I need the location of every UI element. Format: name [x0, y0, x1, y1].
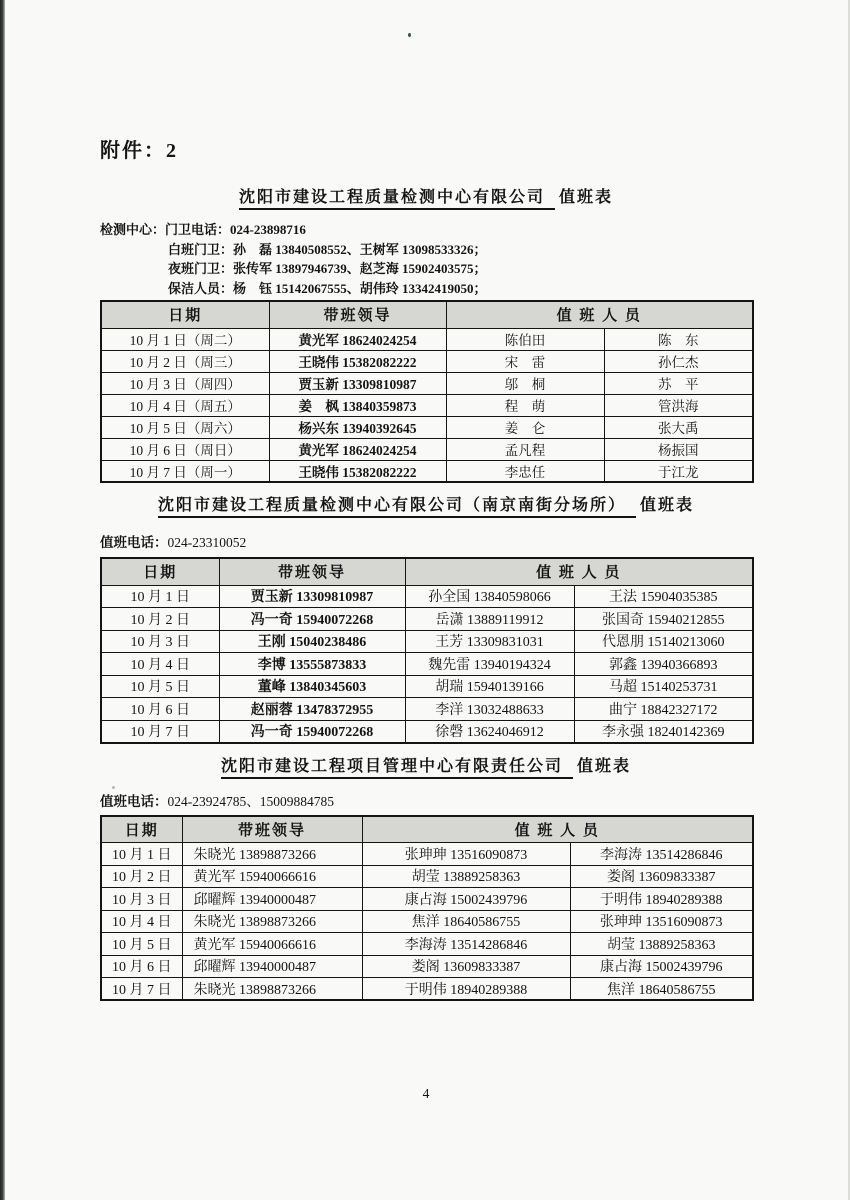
date-cell: 10 月 2 日 — [101, 865, 182, 888]
person-cell: 张珅珅 13516090873 — [362, 843, 570, 866]
person-cell: 胡莹 13889258363 — [570, 933, 753, 956]
date-cell: 10 月 2 日（周三） — [101, 350, 269, 372]
header-staff: 值 班 人 员 — [362, 816, 753, 843]
table-row — [101, 460, 753, 482]
person-cell: 姜 仑 — [446, 416, 604, 438]
date-cell: 10 月 5 日 — [101, 933, 182, 956]
leader-cell: 王晓伟 15382082222 — [269, 350, 446, 372]
header-leader: 带班领导 — [182, 816, 362, 843]
person-cell: 宋 雷 — [446, 350, 604, 372]
duty-table-1 — [100, 300, 754, 483]
leader-cell: 赵丽蓉 13478372955 — [219, 698, 405, 721]
person-cell: 焦洋 18640586755 — [570, 978, 753, 1001]
leader-cell: 邱曜辉 13940000487 — [182, 955, 362, 978]
table-row — [101, 585, 753, 608]
date-cell: 10 月 7 日 — [101, 978, 182, 1001]
contact-line-day-guards: 白班门卫：孙 磊 13840508552、王树军 13098533326； — [168, 241, 487, 257]
person-cell: 于江龙 — [604, 460, 753, 482]
table-row — [101, 955, 753, 978]
section1-title-underlined: 沈阳市建设工程质量检测中心有限公司 — [239, 189, 555, 210]
duty-phone-label: 值班电话： — [100, 535, 168, 550]
page-content — [100, 0, 752, 1001]
leader-cell: 冯一奇 15940072268 — [219, 608, 405, 631]
table-row — [101, 675, 753, 698]
date-cell: 10 月 5 日 — [101, 675, 219, 698]
table-row — [101, 328, 753, 350]
duty-table-2 — [100, 557, 754, 744]
table-row — [101, 416, 753, 438]
table-row — [101, 608, 753, 631]
table-row — [101, 933, 753, 956]
date-cell: 10 月 4 日（周五） — [101, 394, 269, 416]
duty-phone-value: 024-23310052 — [167, 535, 247, 550]
person-cell: 李洋 13032488633 — [405, 698, 574, 721]
header-leader: 带班领导 — [219, 558, 405, 585]
person-cell: 于明伟 18940289388 — [570, 888, 753, 911]
section3-title — [100, 756, 752, 777]
attachment-label: 附件：2 — [100, 140, 178, 162]
date-cell: 10 月 3 日（周四） — [101, 372, 269, 394]
table-row — [101, 978, 753, 1001]
table-row — [101, 372, 753, 394]
leader-cell: 董峰 13840345603 — [219, 675, 405, 698]
person-cell: 程 萌 — [446, 394, 604, 416]
date-cell: 10 月 5 日（周六） — [101, 416, 269, 438]
person-cell: 马超 15140253731 — [574, 675, 753, 698]
person-cell: 岳潇 13889119912 — [405, 608, 574, 631]
leader-cell: 姜 枫 13840359873 — [269, 394, 446, 416]
table-header-row — [101, 558, 753, 585]
person-cell: 杨振国 — [604, 438, 753, 460]
table-row — [101, 865, 753, 888]
table-row — [101, 350, 753, 372]
person-cell: 康占海 15002439796 — [362, 888, 570, 911]
leader-cell: 贾玉新 13309810987 — [269, 372, 446, 394]
leader-cell: 杨兴东 13940392645 — [269, 416, 446, 438]
person-cell: 于明伟 18940289388 — [362, 978, 570, 1001]
date-cell: 10 月 4 日 — [101, 910, 182, 933]
table-row — [101, 843, 753, 866]
person-cell: 李海涛 13514286846 — [362, 933, 570, 956]
leader-cell: 朱晓光 13898873266 — [182, 978, 362, 1001]
date-cell: 10 月 4 日 — [101, 653, 219, 676]
header-staff: 值 班 人 员 — [405, 558, 753, 585]
date-cell: 10 月 1 日 — [101, 843, 182, 866]
person-cell: 徐磬 13624046912 — [405, 720, 574, 743]
contact-line-night-guards: 夜班门卫：张传军 13897946739、赵芝海 15902403575； — [168, 261, 487, 276]
leader-cell: 王刚 15040238486 — [219, 630, 405, 653]
date-cell: 10 月 1 日（周二） — [101, 328, 269, 350]
person-cell: 苏 平 — [604, 372, 753, 394]
table-row — [101, 698, 753, 721]
date-cell: 10 月 6 日 — [101, 698, 219, 721]
person-cell: 王芳 13309831031 — [405, 630, 574, 653]
person-cell: 孙全国 13840598066 — [405, 585, 574, 608]
person-cell: 曲宁 18842327172 — [574, 698, 753, 721]
person-cell: 康占海 15002439796 — [570, 955, 753, 978]
table-row — [101, 630, 753, 653]
person-cell: 张珅珅 13516090873 — [570, 910, 753, 933]
leader-cell: 黄光军 18624024254 — [269, 328, 446, 350]
date-cell: 10 月 7 日（周一） — [101, 460, 269, 482]
person-cell: 孟凡程 — [446, 438, 604, 460]
person-cell: 胡瑞 15940139166 — [405, 675, 574, 698]
date-cell: 10 月 6 日（周日） — [101, 438, 269, 460]
header-date: 日期 — [101, 558, 219, 585]
leader-cell: 黄光军 15940066616 — [182, 865, 362, 888]
person-cell: 郭鑫 13940366893 — [574, 653, 753, 676]
table-header-row — [101, 301, 753, 328]
table-row — [101, 720, 753, 743]
leader-cell: 王晓伟 15382082222 — [269, 460, 446, 482]
table-row — [101, 910, 753, 933]
section1-title-tail: 值班表 — [559, 189, 614, 206]
section2-title — [100, 495, 752, 516]
date-cell: 10 月 3 日 — [101, 630, 219, 653]
person-cell: 李永强 18240142369 — [574, 720, 753, 743]
leader-cell: 李博 13555873833 — [219, 653, 405, 676]
person-cell: 张国奇 15940212855 — [574, 608, 753, 631]
person-cell: 娄阁 13609833387 — [570, 865, 753, 888]
duty-table-3 — [100, 815, 754, 1002]
section3-title-tail: 值班表 — [577, 757, 632, 775]
person-cell: 焦洋 18640586755 — [362, 910, 570, 933]
person-cell: 娄阁 13609833387 — [362, 955, 570, 978]
contact-line-cleaners: 保洁人员：杨 钰 15142067555、胡伟玲 13342419050； — [168, 280, 487, 296]
section3-title-underlined: 沈阳市建设工程项目管理中心有限责任公司 — [221, 758, 573, 779]
person-cell: 管洪海 — [604, 394, 753, 416]
table-row — [101, 888, 753, 911]
date-cell: 10 月 3 日 — [101, 888, 182, 911]
table-row — [101, 653, 753, 676]
contact-block — [100, 220, 752, 298]
leader-cell: 邱曜辉 13940000487 — [182, 888, 362, 911]
duty-phone-label: 值班电话： — [100, 793, 168, 809]
page-number: 4 — [422, 1086, 430, 1101]
person-cell: 胡莹 13889258363 — [362, 865, 570, 888]
section2-title-underlined: 沈阳市建设工程质量检测中心有限公司（南京南街分场所） — [158, 497, 636, 518]
section2-title-tail: 值班表 — [640, 497, 695, 514]
table-header-row — [101, 816, 753, 843]
leader-cell: 朱晓光 13898873266 — [182, 910, 362, 933]
contact-line-gate-phone: 检测中心：门卫电话：024-23898716 — [100, 222, 306, 237]
date-cell: 10 月 2 日 — [101, 608, 219, 631]
leader-cell: 冯一奇 15940072268 — [219, 720, 405, 743]
person-cell: 魏先雷 13940194324 — [405, 653, 574, 676]
duty-phone-value: 024-23924785、15009884785 — [167, 793, 334, 809]
duty-phone-line-1 — [100, 534, 752, 552]
person-cell: 孙仁杰 — [604, 350, 753, 372]
person-cell: 邬 桐 — [446, 372, 604, 394]
leader-cell: 黄光军 18624024254 — [269, 438, 446, 460]
table-row — [101, 438, 753, 460]
header-leader: 带班领导 — [269, 301, 446, 328]
table-row — [101, 394, 753, 416]
person-cell: 李忠任 — [446, 460, 604, 482]
person-cell: 代恩朋 15140213060 — [574, 630, 753, 653]
header-staff: 值 班 人 员 — [446, 301, 753, 328]
leader-cell: 黄光军 15940066616 — [182, 933, 362, 956]
person-cell: 陈伯田 — [446, 328, 604, 350]
header-date: 日期 — [101, 816, 182, 843]
leader-cell: 贾玉新 13309810987 — [219, 585, 405, 608]
person-cell: 陈 东 — [604, 328, 753, 350]
duty-phone-line-2 — [100, 793, 752, 811]
leader-cell: 朱晓光 13898873266 — [182, 843, 362, 866]
header-date: 日期 — [101, 301, 269, 328]
person-cell: 王法 15904035385 — [574, 585, 753, 608]
scan-edge-left — [0, 0, 5, 1200]
date-cell: 10 月 7 日 — [101, 720, 219, 743]
date-cell: 10 月 1 日 — [101, 585, 219, 608]
date-cell: 10 月 6 日 — [101, 955, 182, 978]
person-cell: 李海涛 13514286846 — [570, 843, 753, 866]
section1-title — [100, 187, 752, 208]
person-cell: 张大禹 — [604, 416, 753, 438]
